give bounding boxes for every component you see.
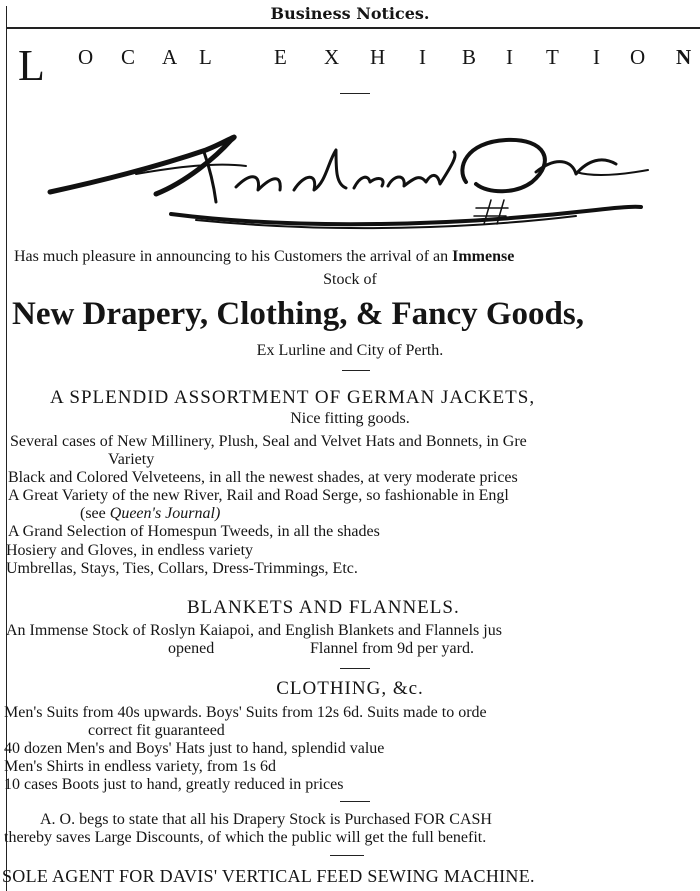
header-rule — [6, 27, 700, 29]
divider — [340, 93, 370, 94]
intro-line2: Stock of — [323, 271, 377, 288]
banner-letter: C — [121, 45, 136, 69]
banner-letter: H — [370, 45, 386, 69]
clothing-title: CLOTHING, &c. — [276, 678, 424, 699]
banner-letter: E — [274, 45, 287, 69]
banner-letter: L — [199, 45, 212, 69]
banner-letter: N — [676, 45, 692, 69]
jackets-subtitle: Nice fitting goods. — [290, 410, 410, 427]
list-item: Black and Colored Velveteens, in all the newest shades, at very moderate prices — [8, 469, 518, 486]
banner-letter: I — [593, 45, 600, 69]
list-item: (see Queen's Journal) — [80, 505, 221, 522]
divider — [342, 370, 370, 371]
banner-letter: O — [630, 45, 646, 69]
divider — [340, 801, 370, 802]
cash-line2: thereby saves Large Discounts, of which the public will get the full benefit. — [4, 829, 487, 846]
clothing-line: 10 cases Boots just to hand, greatly reduced in prices — [4, 776, 344, 793]
banner-letter: A — [162, 45, 178, 69]
footer-notice: SOLE AGENT FOR DAVIS' VERTICAL FEED SEWING MACHINE. — [2, 866, 535, 886]
banner-initial: L — [18, 41, 45, 90]
blankets-line2b: Flannel from 9d per yard. — [310, 640, 474, 657]
main-headline: New Drapery, Clothing, & Fancy Goods, — [12, 296, 584, 332]
blankets-line1: An Immense Stock of Roslyn Kaiapoi, and English Blankets and Flannels jus — [6, 622, 502, 639]
cash-line1: A. O. begs to state that all his Drapery Stock is Purchased FOR CASH — [40, 811, 492, 828]
jackets-title: A SPLENDID ASSORTMENT OF GERMAN JACKETS, — [50, 387, 536, 408]
list-item: A Great Variety of the new River, Rail and Road Serge, so fashionable in Engl — [8, 487, 509, 504]
clothing-line: correct fit guaranteed — [88, 722, 225, 739]
intro-line1: Has much pleasure in announcing to his Customers the arrival of an Immense — [14, 248, 515, 265]
clothing-line: Men's Shirts in endless variety, from 1s 6d — [4, 758, 277, 775]
banner-letter: B — [462, 45, 477, 69]
banner-letter: X — [324, 45, 340, 69]
clothing-line: 40 dozen Men's and Boys' Hats just to hand, splendid value — [4, 740, 385, 757]
banner-letter: I — [506, 45, 513, 69]
list-item: Hosiery and Gloves, in endless variety — [6, 542, 254, 559]
banner-letter: T — [546, 45, 559, 69]
list-item: Several cases of New Millinery, Plush, Seal and Velvet Hats and Bonnets, in Gre — [10, 433, 527, 450]
blankets-title: BLANKETS AND FLANNELS. — [187, 597, 460, 618]
clothing-line: Men's Suits from 40s upwards. Boys' Suits from 12s 6d. Suits made to orde — [4, 704, 487, 721]
banner-letter: O — [78, 45, 94, 69]
list-item: A Grand Selection of Homespun Tweeds, in all the shades — [8, 523, 380, 540]
immense-word: Immense — [452, 248, 515, 265]
banner-letter: I — [419, 45, 426, 69]
signature-graphic — [36, 112, 676, 242]
list-item: Variety — [108, 451, 155, 468]
section-header: Business Notices. — [270, 4, 430, 23]
journal-name: Queen's Journal) — [109, 505, 221, 522]
list-item: Umbrellas, Stays, Ties, Collars, Dress-Trimmings, Etc. — [6, 560, 358, 577]
divider — [340, 668, 370, 669]
blankets-line2a: opened — [168, 640, 215, 657]
divider — [330, 855, 364, 856]
source-line: Ex Lurline and City of Perth. — [256, 342, 444, 359]
